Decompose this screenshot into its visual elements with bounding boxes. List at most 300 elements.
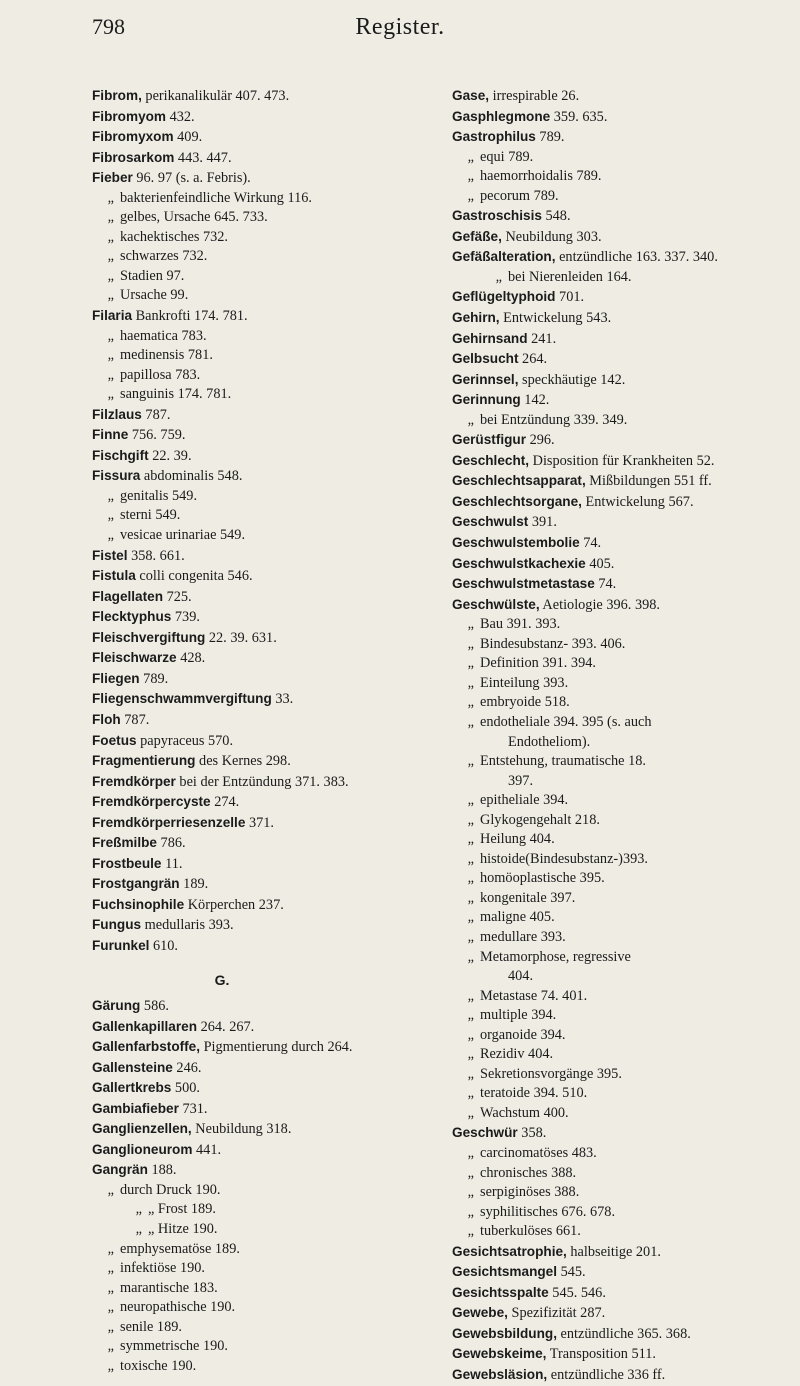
ditto-mark: „ [467, 753, 474, 770]
entry-text: papillosa 783. [120, 366, 201, 383]
entry-text: 274. [210, 794, 240, 811]
index-subentry [452, 1026, 792, 1046]
entry-text: carcinomatöses 483. [480, 1144, 597, 1161]
entry-term: Fuchsinophile [92, 896, 185, 912]
entry-text: 358. 661. [127, 547, 185, 564]
ditto-mark: „ [107, 386, 114, 403]
entry-text: neuropathische 190. [120, 1299, 236, 1316]
entry-text: 189. [179, 876, 209, 893]
index-columns [92, 86, 792, 1386]
ditto-mark: „ [467, 928, 474, 945]
index-subentry [92, 1337, 432, 1357]
ditto-mark: „ [467, 411, 474, 428]
index-entry [92, 936, 432, 957]
entry-term: Gallensteine [92, 1059, 173, 1075]
index-subentry [92, 385, 432, 405]
entry-text: abdominalis 548. [140, 468, 243, 485]
index-subentry [452, 830, 792, 850]
ditto-mark: „ [107, 1260, 114, 1277]
ditto-mark: „ [107, 1279, 114, 1296]
entry-term: Gerinnsel, [452, 371, 519, 387]
index-entry [452, 1324, 792, 1345]
index-entry [452, 1303, 792, 1324]
entry-text: Endotheliom). [508, 733, 591, 750]
entry-text: sanguinis 174. 781. [120, 386, 232, 403]
entry-text: 358. [517, 1125, 547, 1142]
page-number: 798 [92, 14, 125, 39]
entry-term: Fliegen [92, 670, 140, 686]
index-subentry [452, 850, 792, 870]
entry-term: Gefäßalteration, [452, 249, 556, 265]
entry-text: 241. [527, 330, 557, 347]
entry-term: Fischgift [92, 447, 149, 463]
entry-text: 264. [518, 351, 548, 368]
entry-text: Einteilung 393. [480, 674, 569, 691]
index-subentry [452, 928, 792, 948]
entry-text: 548. [541, 208, 571, 225]
entry-term: Gesichtsmangel [452, 1264, 558, 1280]
ditto-mark: „ [467, 694, 474, 711]
entry-text: 22. 39. 631. [205, 629, 277, 646]
entry-text: 756. 759. [128, 427, 186, 444]
index-entry [92, 772, 432, 793]
ditto-mark: „ [107, 267, 114, 284]
entry-text: medullare 393. [480, 928, 566, 945]
entry-text: Bindesubstanz- 393. 406. [480, 635, 626, 652]
entry-term: Gesichtsspalte [452, 1284, 549, 1300]
index-entry [92, 1017, 432, 1038]
entry-text: 586. [140, 998, 169, 1015]
index-entry [92, 587, 432, 608]
index-entry [92, 669, 432, 690]
entry-text: 74. [594, 576, 617, 593]
index-entry [92, 915, 432, 936]
index-entry [452, 1242, 792, 1263]
entry-text: entzündliche 336 ff. [547, 1367, 666, 1383]
entry-term: Gallenfarbstoffe, [92, 1039, 201, 1055]
index-entry [92, 86, 432, 107]
entry-text: papyraceus 570. [136, 732, 234, 749]
entry-text: genitalis 549. [120, 487, 198, 504]
entry-text: Metastase 74. 401. [480, 987, 588, 1004]
entry-text: Entstehung, traumatische 18. [480, 753, 646, 770]
entry-term: Gangrän [92, 1162, 148, 1178]
entry-text: bakterienfeindliche Wirkung 116. [120, 189, 312, 206]
index-subentry [452, 908, 792, 928]
entry-text: 11. [161, 855, 183, 872]
index-subentry [452, 1164, 792, 1184]
entry-text: 787. [120, 711, 150, 728]
index-entry [92, 648, 432, 669]
entry-text: 610. [149, 937, 178, 954]
entry-text: colli congenita 546. [135, 568, 253, 585]
index-subentry [452, 752, 792, 772]
entry-text: 441. [192, 1141, 222, 1158]
entry-term: Fibromyom [92, 108, 167, 124]
entry-term: Fremdkörpercyste [92, 794, 211, 810]
entry-text: emphysematöse 189. [120, 1240, 240, 1257]
entry-text: 188. [147, 1162, 177, 1179]
ditto-mark: „ [107, 366, 114, 383]
index-subentry [452, 1006, 792, 1026]
index-entry [452, 512, 792, 533]
index-subentry [92, 247, 432, 267]
entry-text: haemorrhoidalis 789. [480, 168, 602, 185]
index-entry [92, 607, 432, 628]
index-subentry [452, 1045, 792, 1065]
ditto-mark: „ [467, 655, 474, 672]
entry-text: 787. [141, 406, 171, 423]
index-entry [92, 710, 432, 731]
index-entry [92, 405, 432, 426]
ditto-mark: „ [135, 1201, 142, 1218]
index-entry [92, 1078, 432, 1099]
index-entry [92, 466, 432, 487]
entry-text: serpiginöses 388. [480, 1184, 580, 1201]
index-entry [452, 390, 792, 411]
entry-text: 545. [557, 1264, 586, 1281]
index-subentry [452, 713, 792, 733]
entry-text: „ Frost 189. [148, 1201, 216, 1218]
entry-term: Freßmilbe [92, 835, 157, 851]
index-subentry [452, 674, 792, 694]
entry-term: Fissura [92, 468, 141, 484]
index-subentry [92, 1240, 432, 1260]
index-entry [452, 308, 792, 329]
entry-text: entzündliche 365. 368. [556, 1325, 691, 1342]
index-subentry [452, 167, 792, 187]
ditto-mark: „ [467, 948, 474, 965]
ditto-mark: „ [495, 268, 502, 285]
ditto-mark: „ [467, 1164, 474, 1181]
ditto-mark: „ [467, 1203, 474, 1220]
entry-text: 405. [585, 555, 615, 572]
ditto-mark: „ [467, 811, 474, 828]
entry-text: organoide 394. [480, 1026, 566, 1043]
index-subentry [452, 268, 792, 288]
entry-text: 296. [526, 432, 555, 449]
index-entry [92, 1099, 432, 1120]
index-entry [452, 533, 792, 554]
index-entry [92, 1058, 432, 1079]
entry-term: Furunkel [92, 937, 150, 953]
ditto-mark: „ [467, 850, 474, 867]
ditto-mark: „ [467, 987, 474, 1004]
entry-text: schwarzes 732. [120, 248, 208, 265]
index-entry [92, 1037, 432, 1058]
entry-text: 359. 635. [550, 108, 608, 125]
entry-text: vesicae urinariae 549. [120, 527, 246, 544]
index-subentry [92, 189, 432, 209]
index-entry [92, 854, 432, 875]
entry-text: 409. [173, 129, 203, 146]
entry-text: 264. 267. [197, 1018, 255, 1035]
ditto-mark: „ [467, 1065, 474, 1082]
entry-term: Geschwür [452, 1125, 518, 1141]
entry-term: Gerüstfigur [452, 432, 527, 448]
entry-term: Geschlechtsapparat, [452, 473, 586, 489]
entry-term: Gallenkapillaren [92, 1018, 198, 1034]
index-entry [452, 595, 792, 616]
entry-term: Gewebe, [452, 1305, 508, 1321]
entry-term: Geflügeltyphoid [452, 289, 556, 305]
ditto-mark: „ [107, 189, 114, 206]
index-subentry [452, 733, 792, 753]
ditto-mark: „ [467, 1144, 474, 1161]
index-subentry [92, 487, 432, 507]
ditto-mark: „ [467, 870, 474, 887]
entry-term: Geschwulstmetastase [452, 576, 595, 592]
entry-text: Neubildung 318. [191, 1121, 292, 1138]
left-column [92, 86, 432, 1386]
index-entry [92, 168, 432, 189]
entry-term: Gewebsläsion, [452, 1367, 548, 1382]
ditto-mark: „ [467, 187, 474, 204]
entry-text: medullaris 393. [141, 917, 234, 934]
entry-term: Fremdkörperriesenzelle [92, 814, 246, 830]
entry-text: haematica 783. [120, 327, 207, 344]
ditto-mark: „ [467, 616, 474, 633]
index-subentry [92, 327, 432, 347]
index-subentry [92, 1279, 432, 1299]
entry-term: Gelbsucht [452, 351, 519, 367]
entry-text: syphilitisches 676. 678. [480, 1203, 616, 1220]
index-entry [452, 574, 792, 595]
entry-term: Geschwülste, [452, 596, 540, 612]
entry-term: Fistel [92, 547, 128, 563]
ditto-mark: „ [107, 327, 114, 344]
entry-text: Ursache 99. [120, 287, 189, 304]
entry-text: 500. [171, 1080, 200, 1097]
entry-text: 443. 447. [174, 149, 232, 166]
entry-term: Gase, [452, 88, 490, 103]
entry-text: Sekretionsvorgänge 395. [480, 1065, 622, 1082]
page-header: Register. [355, 14, 445, 40]
entry-text: epitheliale 394. [480, 792, 569, 809]
index-entry [92, 731, 432, 752]
entry-text: symmetrische 190. [120, 1338, 229, 1355]
index-subentry [92, 526, 432, 546]
index-entry [92, 751, 432, 772]
entry-text: kachektisches 732. [120, 228, 228, 245]
entry-term: Gastroschisis [452, 208, 542, 224]
entry-text: Heilung 404. [480, 831, 555, 848]
index-entry [452, 287, 792, 308]
entry-text: halbseitige 201. [566, 1243, 661, 1260]
index-entry [452, 329, 792, 350]
index-entry [92, 1140, 432, 1161]
index-subentry [92, 286, 432, 306]
entry-text: Aetiologie 396. 398. [539, 596, 660, 613]
entry-text: 371. [245, 814, 274, 831]
index-entry [92, 306, 432, 327]
index-entry [92, 1160, 432, 1181]
entry-term: Gambiafieber [92, 1100, 179, 1116]
index-entry [92, 813, 432, 834]
entry-text: 731. [178, 1100, 208, 1117]
entry-text: toxische 190. [120, 1357, 197, 1374]
index-entry [452, 492, 792, 513]
index-subentry [92, 1220, 432, 1240]
index-entry [92, 874, 432, 895]
entry-text: Entwickelung 543. [499, 310, 612, 327]
index-subentry [92, 208, 432, 228]
entry-term: Gewebskeime, [452, 1346, 547, 1362]
entry-text: tuberkulöses 661. [480, 1223, 581, 1240]
entry-text: senile 189. [120, 1318, 182, 1335]
entry-text: speckhäutige 142. [518, 371, 626, 388]
entry-text: histoide(Bindesubstanz-)393. [480, 850, 648, 867]
entry-term: Fragmentierung [92, 753, 196, 769]
index-entry [92, 107, 432, 128]
entry-text: maligne 405. [480, 909, 555, 926]
entry-text: Körperchen 237. [184, 896, 284, 913]
index-entry [452, 247, 792, 268]
entry-text: 725. [163, 588, 192, 605]
entry-term: Gefäße, [452, 228, 502, 244]
entry-text: embryoide 518. [480, 694, 570, 711]
entry-text: entzündliche 163. 337. 340. [555, 249, 718, 266]
entry-term: Floh [92, 711, 121, 727]
ditto-mark: „ [107, 209, 114, 226]
index-subentry [92, 346, 432, 366]
ditto-mark: „ [467, 1184, 474, 1201]
entry-term: Fibrosarkom [92, 149, 175, 165]
index-subentry [92, 1298, 432, 1318]
entry-text: Pigmentierung durch 264. [200, 1039, 353, 1056]
index-entry [92, 566, 432, 587]
entry-text: sterni 549. [120, 507, 181, 524]
entry-text: Neubildung 303. [501, 228, 602, 245]
index-subentry [452, 635, 792, 655]
entry-text: Bankrofti 174. 781. [132, 308, 248, 325]
ditto-mark: „ [467, 674, 474, 691]
index-entry [92, 833, 432, 854]
entry-text: Transposition 511. [546, 1346, 656, 1363]
index-subentry [452, 811, 792, 831]
entry-text: perikanalikulär 407. 473. [141, 88, 290, 104]
index-entry [452, 1283, 792, 1304]
index-subentry [92, 1357, 432, 1377]
index-entry [92, 425, 432, 446]
index-entry [452, 554, 792, 575]
entry-text: marantische 183. [120, 1279, 218, 1296]
index-entry [92, 996, 432, 1017]
ditto-mark: „ [467, 1007, 474, 1024]
index-entry [452, 1123, 792, 1144]
section-letter: G. [214, 971, 230, 988]
entry-term: Flagellaten [92, 588, 164, 604]
entry-term: Gewebsbildung, [452, 1325, 557, 1341]
entry-term: Gastrophilus [452, 129, 536, 145]
ditto-mark: „ [107, 1299, 114, 1316]
entry-text: medinensis 781. [120, 347, 213, 364]
entry-term: Fieber [92, 170, 133, 186]
index-subentry [92, 1200, 432, 1220]
index-subentry [452, 772, 792, 792]
entry-text: des Kernes 298. [195, 753, 291, 770]
ditto-mark: „ [467, 792, 474, 809]
ditto-mark: „ [107, 287, 114, 304]
entry-text: 96. 97 (s. a. Febris). [132, 170, 251, 187]
index-entry [452, 1262, 792, 1283]
ditto-mark: „ [107, 507, 114, 524]
index-subentry [452, 791, 792, 811]
entry-text: kongenitale 397. [480, 889, 576, 906]
entry-text: 428. [176, 650, 206, 667]
entry-text: 545. 546. [548, 1284, 606, 1301]
index-entry [92, 628, 432, 649]
index-entry [452, 471, 792, 492]
entry-term: Filaria [92, 308, 133, 324]
entry-term: Fremdkörper [92, 773, 176, 789]
index-subentry [92, 228, 432, 248]
entry-term: Geschlechtsorgane, [452, 493, 582, 509]
entry-text: 432. [166, 108, 195, 125]
ditto-mark: „ [467, 889, 474, 906]
index-entry [452, 86, 792, 107]
index-subentry [92, 1318, 432, 1338]
index-subentry [452, 1144, 792, 1164]
ditto-mark: „ [467, 148, 474, 165]
entry-term: Finne [92, 427, 129, 443]
index-subentry [452, 693, 792, 713]
ditto-mark: „ [467, 831, 474, 848]
index-subentry [452, 987, 792, 1007]
entry-text: Wachstum 400. [480, 1104, 569, 1121]
entry-text: Mißbildungen 551 ff. [585, 473, 712, 490]
ditto-mark: „ [467, 1104, 474, 1121]
index-entry [92, 1119, 432, 1140]
ditto-mark: „ [107, 228, 114, 245]
ditto-mark: „ [107, 1357, 114, 1374]
index-subentry [92, 267, 432, 287]
entry-term: Fibrom, [92, 88, 142, 103]
index-subentry [92, 1181, 432, 1201]
index-subentry [452, 967, 792, 987]
entry-text: 786. [156, 835, 186, 852]
index-entry [92, 127, 432, 148]
entry-text: Definition 391. 394. [480, 655, 596, 672]
entry-text: 739. [171, 609, 200, 626]
entry-text: chronisches 388. [480, 1164, 577, 1181]
index-entry [92, 446, 432, 467]
entry-term: Flecktyphus [92, 609, 172, 625]
entry-term: Fistula [92, 568, 136, 584]
index-subentry [452, 1104, 792, 1124]
ditto-mark: „ [467, 1046, 474, 1063]
entry-term: Fungus [92, 917, 142, 933]
entry-text: 789. [535, 129, 565, 146]
index-entry [452, 1344, 792, 1365]
entry-text: 404. [508, 968, 534, 985]
entry-text: 397. [508, 772, 534, 789]
index-subentry [452, 411, 792, 431]
entry-term: Fleischvergiftung [92, 629, 206, 645]
entry-term: Geschwulst [452, 514, 529, 530]
ditto-mark: „ [467, 1085, 474, 1102]
index-entry [92, 148, 432, 169]
index-entry [452, 370, 792, 391]
index-entry [452, 349, 792, 370]
entry-text: irrespirable 26. [489, 88, 580, 104]
entry-term: Ganglioneurom [92, 1141, 193, 1157]
entry-term: Filzlaus [92, 406, 142, 422]
entry-term: Gerinnung [452, 392, 521, 408]
index-entry [92, 792, 432, 813]
index-subentry [452, 615, 792, 635]
index-entry [452, 127, 792, 148]
